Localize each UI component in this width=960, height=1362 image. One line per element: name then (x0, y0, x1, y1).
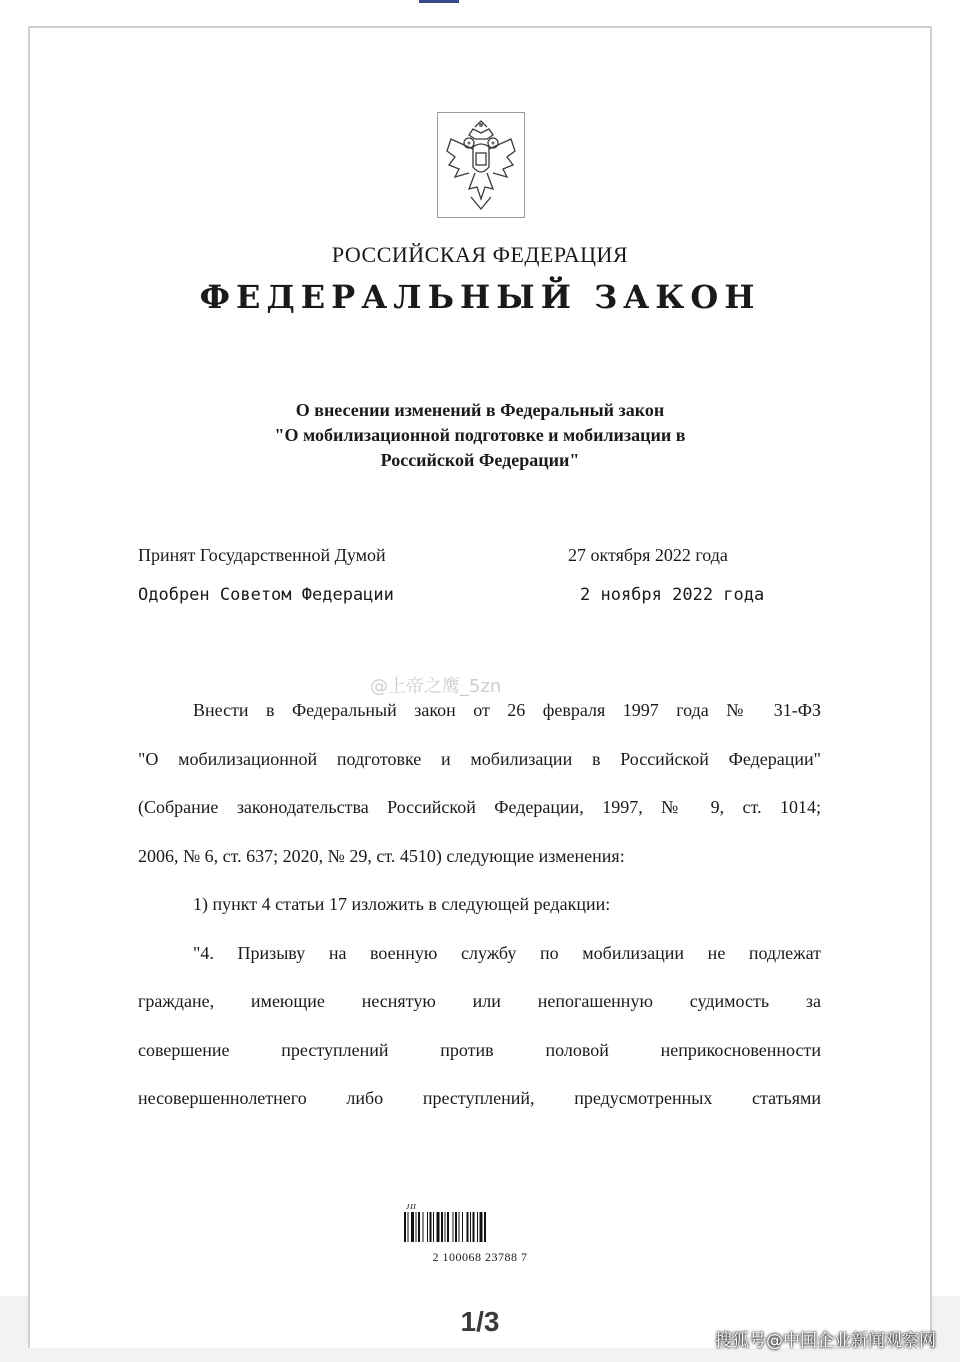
barcode-bar (404, 1212, 406, 1242)
barcode-signature-mark: ᴊɪɪ (406, 1200, 417, 1212)
barcode-bars (404, 1212, 516, 1242)
barcode-bar (467, 1212, 469, 1242)
barcode-bar (441, 1212, 443, 1242)
body-line: 1) пункт 4 статьи 17 изложить в следующей редакции: (193, 894, 611, 914)
barcode-bar (455, 1212, 457, 1242)
body-line: (Собрание законодательства Российской Федерации, 1997, № 9, ст. 1014; (138, 797, 821, 817)
country-heading: РОССИЙСКАЯ ФЕДЕРАЦИЯ (331, 242, 629, 267)
barcode-bar (480, 1212, 483, 1242)
title-line: О внесении изменений в Федеральный закон (295, 400, 665, 420)
body-line: 2006, № 6, ст. 637; 2020, № 29, ст. 4510) следующие изменения: (138, 845, 625, 866)
barcode-bar (437, 1212, 440, 1242)
barcode-bar (447, 1212, 449, 1242)
duma-adoption-date: 27 октября 2022 года (568, 545, 728, 565)
council-approval-label: Одобрен Советом Федерации (138, 585, 394, 605)
body-line: Внести в Федеральный закон от 26 февраля 1997 года № 31-ФЗ (193, 700, 821, 720)
document-title (180, 398, 780, 473)
barcode-bar (430, 1212, 432, 1242)
body-line: совершение преступлений против половой неприкосновенности (138, 1039, 821, 1060)
barcode-bar (416, 1212, 417, 1242)
body-line: несовершеннолетнего либо преступлений, предусмотренных статьями (138, 1088, 821, 1108)
barcode-bar (484, 1212, 486, 1242)
barcode-bar (453, 1212, 454, 1242)
body-line: "4. Призыву на военную службу по мобилизации не подлежат (193, 942, 821, 963)
barcode-bar (423, 1212, 424, 1242)
law-body (138, 686, 821, 1123)
page-indicator: 1/3 (460, 1306, 500, 1337)
social-watermark: @上帝之鹰_5zn (370, 676, 502, 697)
barcode-bar (411, 1212, 414, 1242)
barcode-bar (473, 1212, 475, 1242)
barcode-bar (418, 1212, 420, 1242)
title-line: "О мобилизационной подготовке и мобилизации в (274, 425, 686, 445)
title-line: Российской Федерации" (380, 450, 580, 470)
law-type-heading: ФЕДЕРАЛЬНЫЙ ЗАКОН (199, 278, 761, 316)
barcode-bar (427, 1212, 428, 1242)
source-credit: 搜狐号@中国企业新闻观察网 (715, 1331, 936, 1351)
barcode-bar (470, 1212, 471, 1242)
barcode-bar (445, 1212, 446, 1242)
barcode-bar (459, 1212, 460, 1242)
barcode-bar (433, 1212, 434, 1242)
barcode-bar (462, 1212, 463, 1242)
barcode-bar (408, 1212, 409, 1242)
russian-coat-of-arms-icon (441, 117, 521, 213)
barcode-number: 2 100068 23788 7 (432, 1250, 528, 1264)
body-line: граждане, имеющие неснятую или непогашенную судимость за (138, 991, 821, 1011)
emblem-frame (437, 112, 525, 218)
top-accent-bar (419, 0, 459, 3)
council-approval-date: 2 ноября 2022 года (580, 585, 765, 605)
duma-adoption-label: Принят Государственной Думой (138, 545, 386, 565)
body-line: "О мобилизационной подготовке и мобилизации в Российской Федерации" (138, 748, 821, 769)
barcode-bar (477, 1212, 478, 1242)
